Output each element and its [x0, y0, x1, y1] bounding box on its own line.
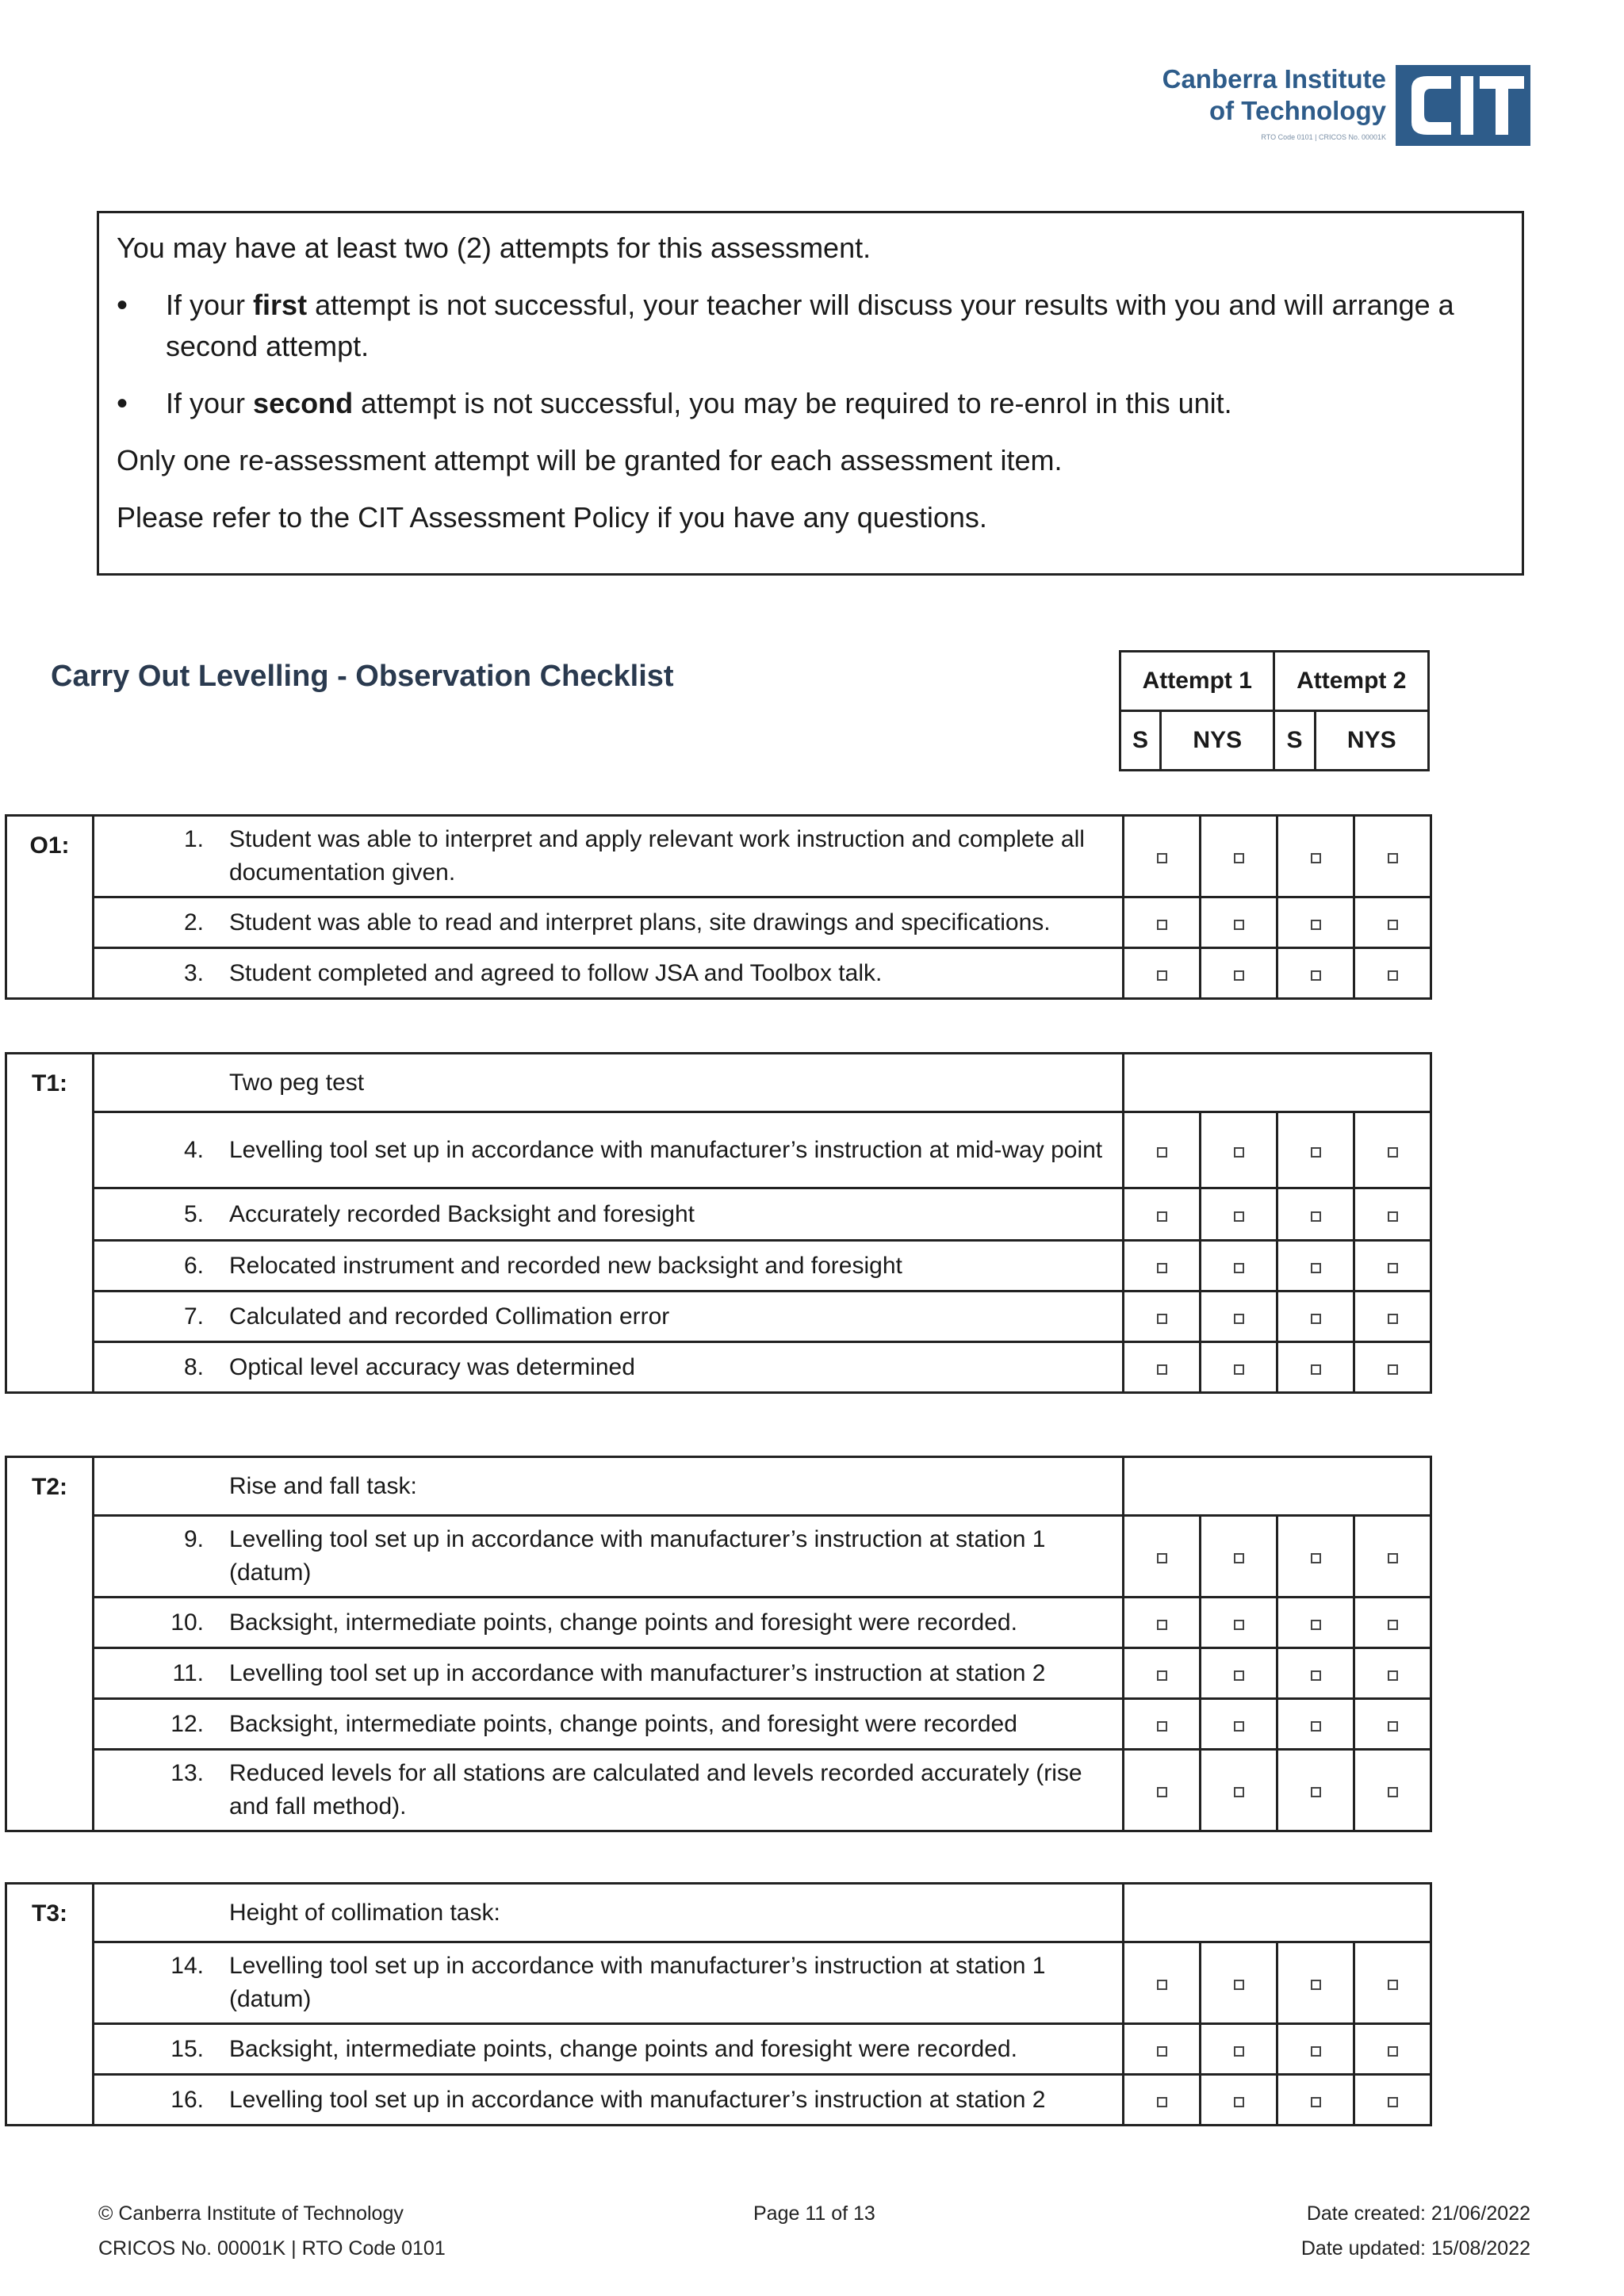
attempt1-nys-cell[interactable] [1201, 1750, 1277, 1831]
checkbox[interactable] [1234, 2097, 1244, 2107]
group-code: T2: [6, 1457, 94, 1831]
group-o1 [5, 814, 1432, 1000]
attempt1-nys-cell[interactable] [1201, 816, 1277, 897]
attempt1-nys-cell[interactable] [1201, 1699, 1277, 1750]
attempt1-s-cell[interactable] [1124, 1516, 1201, 1598]
item-number: 2. [183, 909, 204, 936]
attempt1-nys-header: NYS [1161, 711, 1274, 771]
checklist-item [94, 1942, 1124, 2024]
group-t1 [5, 1052, 1432, 1394]
attempt1-s-header: S [1120, 711, 1161, 771]
group-t2 [5, 1456, 1432, 1832]
attempt2-nys-cell[interactable] [1354, 1516, 1431, 1598]
attempt1-nys-cell[interactable] [1201, 1516, 1277, 1598]
group-code: T3: [6, 1884, 94, 2126]
attempt2-s-cell[interactable] [1277, 1598, 1354, 1648]
checkbox[interactable] [1388, 1211, 1398, 1222]
checkbox[interactable] [1311, 1787, 1321, 1797]
group-heading: Height of collimation task: [229, 1899, 500, 1926]
attempt1-nys-cell[interactable] [1201, 1112, 1277, 1188]
item-text: Calculated and recorded Collimation error [229, 1303, 670, 1330]
checkbox[interactable] [1311, 1553, 1321, 1563]
checkbox[interactable] [1388, 1147, 1398, 1158]
item-number: 13. [170, 1760, 204, 1786]
item-number: 10. [170, 1609, 204, 1636]
checklist-item [94, 948, 1124, 999]
checklist-item [94, 1292, 1124, 1342]
footer-copyright: © Canberra Institute of Technology [98, 2202, 404, 2225]
checkbox[interactable] [1157, 1787, 1167, 1797]
checkbox[interactable] [1388, 1670, 1398, 1681]
checklist-item [94, 2075, 1124, 2126]
checklist-item [94, 1699, 1124, 1750]
attempt1-header: Attempt 1 [1120, 652, 1274, 711]
attempt2-s-cell[interactable] [1277, 1699, 1354, 1750]
checkbox[interactable] [1234, 1364, 1244, 1375]
logo-small-print: RTO Code 0101 | CRICOS No. 00001K [1261, 133, 1386, 141]
attempt1-nys-cell[interactable] [1201, 897, 1277, 948]
attempt2-nys-cell[interactable] [1354, 2024, 1431, 2075]
attempt2-s-cell[interactable] [1277, 948, 1354, 999]
attempt2-nys-cell[interactable] [1354, 1648, 1431, 1699]
attempt2-nys-cell[interactable] [1354, 1188, 1431, 1241]
checkbox[interactable] [1157, 1670, 1167, 1681]
checkbox[interactable] [1311, 853, 1321, 863]
attempt2-s-cell[interactable] [1277, 1516, 1354, 1598]
checkbox[interactable] [1157, 1721, 1167, 1732]
checklist-item [94, 816, 1124, 897]
checkbox[interactable] [1311, 1263, 1321, 1273]
attempt2-nys-cell[interactable] [1354, 1598, 1431, 1648]
checkbox[interactable] [1234, 2046, 1244, 2057]
attempt2-nys-cell[interactable] [1354, 1292, 1431, 1342]
attempt2-header: Attempt 2 [1274, 652, 1429, 711]
attempt1-s-cell[interactable] [1124, 1188, 1201, 1241]
info-bullets [117, 285, 1504, 424]
checkbox[interactable] [1388, 1620, 1398, 1630]
heading-blank-cell [1124, 1054, 1431, 1112]
item-number: 15. [170, 2035, 204, 2062]
item-number: 3. [183, 959, 204, 986]
checkbox[interactable] [1157, 2046, 1167, 2057]
attempt1-nys-cell[interactable] [1201, 948, 1277, 999]
attempt2-nys-cell[interactable] [1354, 1342, 1431, 1393]
item-text: Backsight, intermediate points, change points and foresight were recorded. [229, 2035, 1017, 2062]
heading-blank-cell [1124, 1884, 1431, 1942]
checkbox[interactable] [1157, 1364, 1167, 1375]
item-number: 5. [183, 1200, 204, 1227]
item-text: Levelling tool set up in accordance with manufacturer’s instruction at station 1 (datum) [229, 1526, 1046, 1586]
checklist-title: Carry Out Levelling - Observation Checklist [51, 660, 674, 693]
attempt2-s-cell[interactable] [1277, 1241, 1354, 1292]
checkbox[interactable] [1311, 2046, 1321, 2057]
checkbox[interactable] [1311, 1721, 1321, 1732]
checkbox[interactable] [1234, 1263, 1244, 1273]
attempt1-nys-cell[interactable] [1201, 2024, 1277, 2075]
attempt2-s-cell[interactable] [1277, 2024, 1354, 2075]
logo-line2: of Technology [1208, 96, 1386, 125]
checkbox[interactable] [1234, 1787, 1244, 1797]
checkbox[interactable] [1234, 1670, 1244, 1681]
attempt1-s-cell[interactable] [1124, 816, 1201, 897]
attempt2-s-cell[interactable] [1277, 1188, 1354, 1241]
attempt1-nys-cell[interactable] [1201, 1648, 1277, 1699]
checkbox[interactable] [1311, 1211, 1321, 1222]
checkbox[interactable] [1311, 2097, 1321, 2107]
heading-blank-cell [1124, 1457, 1431, 1516]
checkbox[interactable] [1157, 1314, 1167, 1324]
checklist-item [94, 1648, 1124, 1699]
info-bullet-second: • If your second attempt is not successful, you may be required to re-enrol in this unit. [117, 383, 1504, 424]
info-policy: Please refer to the CIT Assessment Policy if you have any questions. [117, 501, 987, 534]
item-text: Levelling tool set up in accordance with manufacturer’s instruction at station 2 [229, 1659, 1046, 1686]
attempt2-nys-cell[interactable] [1354, 1750, 1431, 1831]
attempt2-s-cell[interactable] [1277, 2075, 1354, 2126]
attempt2-s-cell[interactable] [1277, 1342, 1354, 1393]
checkbox[interactable] [1234, 1211, 1244, 1222]
item-number: 16. [170, 2086, 204, 2113]
item-number: 7. [183, 1303, 204, 1330]
attempt1-s-cell[interactable] [1124, 1699, 1201, 1750]
checkbox[interactable] [1234, 1147, 1244, 1158]
checkbox[interactable] [1388, 920, 1398, 930]
checklist-item [94, 1750, 1124, 1831]
checkbox[interactable] [1234, 853, 1244, 863]
attempt-header [1119, 650, 1430, 771]
attempt2-s-cell[interactable] [1277, 1750, 1354, 1831]
checkbox[interactable] [1388, 1364, 1398, 1375]
checklist-item [94, 1516, 1124, 1598]
checkbox[interactable] [1157, 1620, 1167, 1630]
item-text: Accurately recorded Backsight and foresight [229, 1200, 695, 1227]
checkbox[interactable] [1234, 1314, 1244, 1324]
attempt1-s-cell[interactable] [1124, 897, 1201, 948]
item-number: 12. [170, 1710, 204, 1737]
checkbox[interactable] [1388, 1263, 1398, 1273]
checklist-item [94, 1342, 1124, 1393]
attempt2-nys-cell[interactable] [1354, 1112, 1431, 1188]
attempt1-nys-cell[interactable] [1201, 1292, 1277, 1342]
checkbox[interactable] [1388, 1721, 1398, 1732]
attempt2-s-cell[interactable] [1277, 1292, 1354, 1342]
logo-text [1162, 63, 1386, 141]
item-number: 14. [170, 1953, 204, 1979]
attempt2-nys-cell[interactable] [1354, 1942, 1431, 2024]
item-text: Student completed and agreed to follow JSA and Toolbox talk. [229, 959, 883, 986]
attempt1-nys-cell[interactable] [1201, 1342, 1277, 1393]
attempt2-nys-cell[interactable] [1354, 948, 1431, 999]
checkbox[interactable] [1157, 970, 1167, 981]
checkbox[interactable] [1311, 920, 1321, 930]
checkbox[interactable] [1157, 1980, 1167, 1990]
item-text: Levelling tool set up in accordance with manufacturer’s instruction at station 2 [229, 2086, 1046, 2113]
checkbox[interactable] [1157, 1211, 1167, 1222]
item-text: Backsight, intermediate points, change points, and foresight were recorded [229, 1710, 1017, 1737]
logo-line1: Canberra Institute [1162, 64, 1386, 94]
checkbox[interactable] [1311, 1620, 1321, 1630]
item-text: Levelling tool set up in accordance with manufacturer’s instruction at station 1 (datum) [229, 1953, 1046, 2012]
attempt2-nys-cell[interactable] [1354, 2075, 1431, 2126]
attempt1-nys-cell[interactable] [1201, 1188, 1277, 1241]
attempt1-s-cell[interactable] [1124, 1598, 1201, 1648]
attempt1-s-cell[interactable] [1124, 2075, 1201, 2126]
attempt2-s-cell[interactable] [1277, 1112, 1354, 1188]
checklist-item [94, 2024, 1124, 2075]
attempt2-s-cell[interactable] [1277, 897, 1354, 948]
checkbox[interactable] [1234, 1721, 1244, 1732]
group-t3 [5, 1882, 1432, 2126]
checkbox[interactable] [1388, 970, 1398, 981]
attempt1-nys-cell[interactable] [1201, 1942, 1277, 2024]
item-number: 8. [183, 1353, 204, 1380]
item-text: Student was able to interpret and apply relevant work instruction and complete all documentation given. [229, 826, 1085, 886]
footer-page-number: Page 11 of 13 [753, 2202, 875, 2225]
attempt1-s-cell[interactable] [1124, 1241, 1201, 1292]
item-text: Optical level accuracy was determined [229, 1353, 635, 1380]
checkbox[interactable] [1234, 1620, 1244, 1630]
footer-cricos: CRICOS No. 00001K | RTO Code 0101 [98, 2237, 446, 2260]
info-bullet-first: • If your first attempt is not successful, your teacher will discuss your results with you and will arrange a second attempt. [117, 285, 1504, 367]
checkbox[interactable] [1157, 2097, 1167, 2107]
group-heading: Rise and fall task: [229, 1472, 417, 1499]
item-text: Student was able to read and interpret plans, site drawings and specifications. [229, 909, 1051, 936]
group-heading-cell [94, 1054, 1124, 1112]
checkbox[interactable] [1388, 2046, 1398, 2057]
footer-right [1301, 2196, 1530, 2266]
checkbox[interactable] [1388, 1553, 1398, 1563]
attempt2-nys-cell[interactable] [1354, 816, 1431, 897]
item-text: Levelling tool set up in accordance with manufacturer’s instruction at mid-way point [229, 1136, 1103, 1163]
group-code: T1: [6, 1054, 94, 1393]
attempt2-s-cell[interactable] [1277, 1648, 1354, 1699]
checkbox[interactable] [1311, 1314, 1321, 1324]
checklist-item [94, 1598, 1124, 1648]
checkbox[interactable] [1311, 1147, 1321, 1158]
item-number: 11. [172, 1659, 204, 1686]
checkbox[interactable] [1157, 920, 1167, 930]
item-number: 4. [183, 1136, 204, 1163]
item-number: 9. [183, 1526, 204, 1552]
checkbox[interactable] [1157, 853, 1167, 863]
checkbox[interactable] [1157, 1553, 1167, 1563]
attempt1-s-cell[interactable] [1124, 2024, 1201, 2075]
attempt1-nys-cell[interactable] [1201, 1598, 1277, 1648]
attempt1-s-cell[interactable] [1124, 1942, 1201, 2024]
attempt2-s-cell[interactable] [1277, 816, 1354, 897]
attempt2-nys-header: NYS [1315, 711, 1429, 771]
attempt2-nys-cell[interactable] [1354, 1699, 1431, 1750]
checkbox[interactable] [1311, 970, 1321, 981]
checkbox[interactable] [1234, 920, 1244, 930]
checkbox[interactable] [1388, 853, 1398, 863]
checkbox[interactable] [1388, 1980, 1398, 1990]
group-heading-cell [94, 1884, 1124, 1942]
attempt1-s-cell[interactable] [1124, 1750, 1201, 1831]
attempt1-s-cell[interactable] [1124, 1648, 1201, 1699]
checkbox[interactable] [1234, 1553, 1244, 1563]
item-number: 6. [183, 1252, 204, 1279]
attempt1-nys-cell[interactable] [1201, 2075, 1277, 2126]
checkbox[interactable] [1311, 1980, 1321, 1990]
checkbox[interactable] [1157, 1147, 1167, 1158]
attempt1-s-cell[interactable] [1124, 1342, 1201, 1393]
info-intro: You may have at least two (2) attempts for this assessment. [117, 232, 871, 264]
checklist-item [94, 1188, 1124, 1241]
attempt2-s-header: S [1274, 711, 1315, 771]
footer-date-updated: Date updated: 15/08/2022 [1300, 2237, 1530, 2260]
footer-date-created: Date created: 21/06/2022 [1306, 2202, 1530, 2225]
attempt1-s-cell[interactable] [1124, 1292, 1201, 1342]
item-text: Relocated instrument and recorded new backsight and foresight [229, 1252, 902, 1279]
checkbox[interactable] [1234, 1980, 1244, 1990]
group-heading-cell [94, 1457, 1124, 1516]
attempt1-s-cell[interactable] [1124, 1112, 1201, 1188]
checkbox[interactable] [1234, 970, 1244, 981]
footer-left [98, 2196, 446, 2266]
item-number: 1. [183, 826, 204, 852]
attempt1-nys-cell[interactable] [1201, 1241, 1277, 1292]
info-reassessment: Only one re-assessment attempt will be granted for each assessment item. [117, 444, 1063, 476]
attempts-info-box [97, 211, 1524, 576]
item-text: Backsight, intermediate points, change points and foresight were recorded. [229, 1609, 1017, 1636]
checklist-item [94, 1241, 1124, 1292]
checklist-item [94, 1112, 1124, 1188]
attempt2-nys-cell[interactable] [1354, 897, 1431, 948]
checklist-item [94, 897, 1124, 948]
cit-logo [1150, 63, 1530, 151]
checkbox[interactable] [1311, 1364, 1321, 1375]
group-heading: Two peg test [229, 1069, 365, 1096]
attempt2-nys-cell[interactable] [1354, 1241, 1431, 1292]
checkbox[interactable] [1388, 1787, 1398, 1797]
checkbox[interactable] [1388, 2097, 1398, 2107]
group-code: O1: [6, 816, 94, 999]
attempt1-s-cell[interactable] [1124, 948, 1201, 999]
attempt2-s-cell[interactable] [1277, 1942, 1354, 2024]
item-text: Reduced levels for all stations are calculated and levels recorded accurately (rise and fall method). [229, 1760, 1082, 1820]
checkbox[interactable] [1157, 1263, 1167, 1273]
cit-logo-mark [1396, 65, 1530, 146]
checkbox[interactable] [1311, 1670, 1321, 1681]
checkbox[interactable] [1388, 1314, 1398, 1324]
